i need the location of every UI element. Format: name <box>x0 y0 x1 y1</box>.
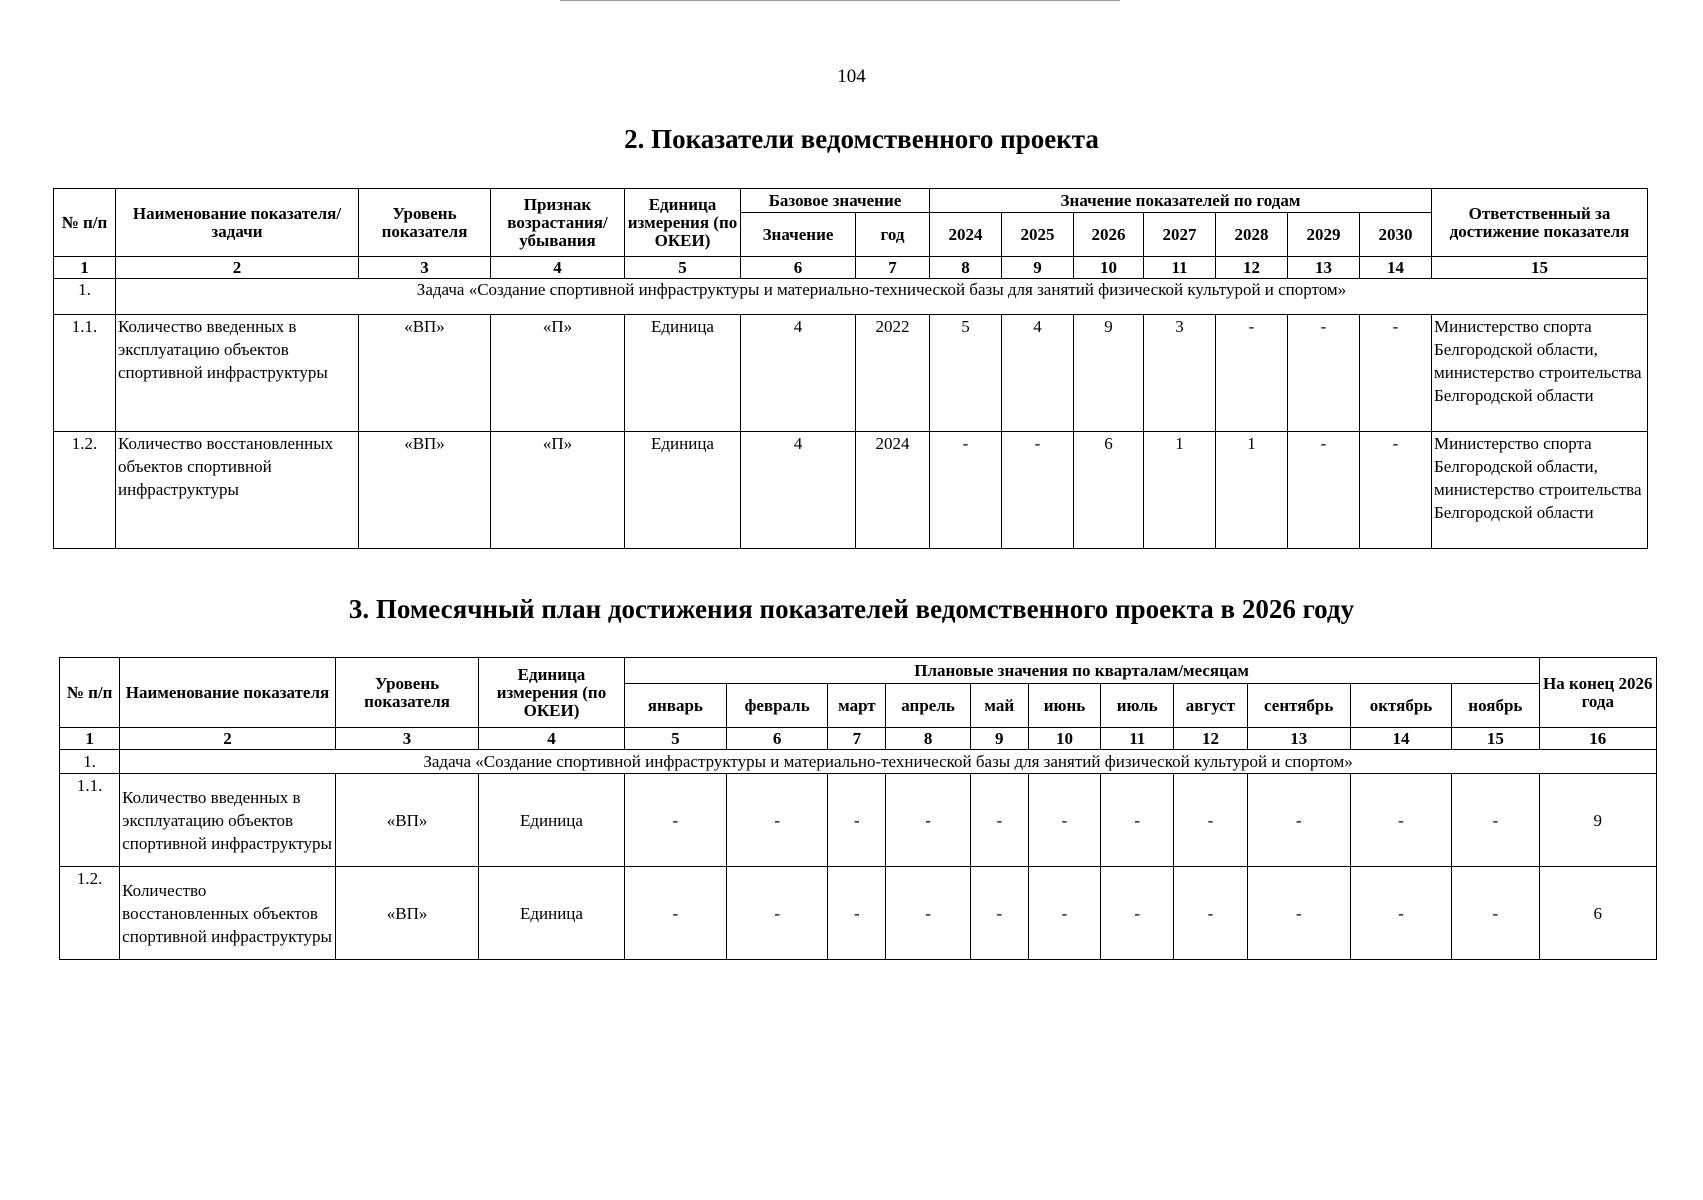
row-month-value: - <box>970 774 1028 867</box>
table-row <box>60 867 1657 960</box>
column-number: 5 <box>625 257 741 279</box>
row-month-value: - <box>1350 867 1451 960</box>
header-responsible: Ответственный за достижение показателя <box>1432 189 1648 257</box>
row-unit: Единица <box>625 432 741 549</box>
row-month-value: - <box>1452 774 1539 867</box>
row-year-value: 9 <box>1074 315 1144 432</box>
task-num: 1. <box>60 750 120 774</box>
row-year-value: 4 <box>1002 315 1074 432</box>
header-month: май <box>970 684 1028 728</box>
header-month: ноябрь <box>1452 684 1539 728</box>
row-num: 1.1. <box>54 315 116 432</box>
header-unit: Единица измерения (по ОКЕИ) <box>479 658 624 728</box>
column-number: 13 <box>1288 257 1360 279</box>
column-number: 15 <box>1452 728 1539 750</box>
row-base-value: 4 <box>741 432 856 549</box>
section-3-title: 3. Помесячный план достижения показателей ведомственного проекта в 2026 году <box>348 594 1355 624</box>
header-year: 2029 <box>1288 213 1360 257</box>
row-month-value: - <box>1101 774 1174 867</box>
column-number: 4 <box>479 728 624 750</box>
task-text: Задача «Создание спортивной инфраструктуры и материально-технической базы для занятий физической культурой и спортом» <box>120 750 1657 774</box>
header-by-years: Значение показателей по годам <box>930 189 1432 213</box>
row-base-value: 4 <box>741 315 856 432</box>
row-year-value: 3 <box>1144 315 1216 432</box>
row-month-value: - <box>1452 867 1539 960</box>
row-month-value: - <box>886 774 970 867</box>
row-unit: Единица <box>479 867 624 960</box>
row-year-value: - <box>1360 432 1432 549</box>
header-month: март <box>828 684 886 728</box>
header-month: июнь <box>1028 684 1100 728</box>
column-number: 14 <box>1350 728 1451 750</box>
row-year-value: - <box>1288 432 1360 549</box>
column-numbers-row <box>60 728 1657 750</box>
row-year-value: - <box>1360 315 1432 432</box>
row-month-value: - <box>1350 774 1451 867</box>
task-text: Задача «Создание спортивной инфраструктуры и материально-технической базы для занятий физической культурой и спортом» <box>116 279 1648 315</box>
row-month-value: - <box>1174 867 1247 960</box>
table-row <box>54 432 1648 549</box>
column-number: 2 <box>116 257 359 279</box>
header-num: № п/п <box>54 189 116 257</box>
task-num: 1. <box>54 279 116 315</box>
column-number: 6 <box>727 728 828 750</box>
header-level: Уровень показателя <box>335 658 478 728</box>
row-month-value: - <box>828 867 886 960</box>
column-number: 5 <box>624 728 726 750</box>
column-number: 8 <box>930 257 1002 279</box>
column-numbers-row <box>54 257 1648 279</box>
column-number: 14 <box>1360 257 1432 279</box>
header-month: январь <box>624 684 726 728</box>
row-month-value: - <box>828 774 886 867</box>
column-number: 7 <box>856 257 930 279</box>
header-base-year: год <box>856 213 930 257</box>
row-name: Количество восстановленных объектов спортивной инфраструктуры <box>116 432 359 549</box>
header-name: Наименование показателя/задачи <box>116 189 359 257</box>
row-month-value: - <box>1247 774 1350 867</box>
header-month: апрель <box>886 684 970 728</box>
header-year: 2030 <box>1360 213 1432 257</box>
row-year-value: 6 <box>1074 432 1144 549</box>
row-unit: Единица <box>625 315 741 432</box>
column-number: 15 <box>1432 257 1648 279</box>
row-responsible: Министерство спорта Белгородской области, министерство строительства Белгородской области <box>1432 432 1648 549</box>
row-level: «ВП» <box>359 432 491 549</box>
row-end-value: 6 <box>1539 867 1656 960</box>
row-num: 1.2. <box>60 867 120 960</box>
column-number: 9 <box>1002 257 1074 279</box>
header-sign: Признак возрастания/ убывания <box>491 189 625 257</box>
page-number: 104 <box>837 66 866 87</box>
header-name: Наименование показателя <box>120 658 336 728</box>
row-level: «ВП» <box>335 867 478 960</box>
row-sign: «П» <box>491 432 625 549</box>
header-month: сентябрь <box>1247 684 1350 728</box>
column-number: 10 <box>1074 257 1144 279</box>
row-num: 1.2. <box>54 432 116 549</box>
row-level: «ВП» <box>359 315 491 432</box>
row-year-value: - <box>1288 315 1360 432</box>
column-number: 8 <box>886 728 970 750</box>
column-number: 1 <box>54 257 116 279</box>
header-year: 2024 <box>930 213 1002 257</box>
row-name: Количество введенных в эксплуатацию объектов спортивной инфраструктуры <box>116 315 359 432</box>
row-level: «ВП» <box>335 774 478 867</box>
row-num: 1.1. <box>60 774 120 867</box>
monthly-plan-table <box>59 657 1657 960</box>
row-month-value: - <box>1174 774 1247 867</box>
table-row <box>54 315 1648 432</box>
task-row <box>54 279 1648 315</box>
row-month-value: - <box>970 867 1028 960</box>
section-2-title: 2. Показатели ведомственного проекта <box>624 124 1099 154</box>
header-end: На конец 2026 года <box>1539 658 1656 728</box>
row-year-value: 1 <box>1216 432 1288 549</box>
header-month: август <box>1174 684 1247 728</box>
row-year-value: 5 <box>930 315 1002 432</box>
header-month: февраль <box>727 684 828 728</box>
row-year-value: - <box>1216 315 1288 432</box>
row-month-value: - <box>727 867 828 960</box>
column-number: 12 <box>1174 728 1247 750</box>
header-level: Уровень показателя <box>359 189 491 257</box>
column-number: 12 <box>1216 257 1288 279</box>
row-year-value: - <box>1002 432 1074 549</box>
table-row <box>60 774 1657 867</box>
header-plan: Плановые значения по кварталам/месяцам <box>624 658 1539 684</box>
column-number: 3 <box>359 257 491 279</box>
row-base-year: 2024 <box>856 432 930 549</box>
column-number: 3 <box>335 728 478 750</box>
row-year-value: 1 <box>1144 432 1216 549</box>
header-year: 2025 <box>1002 213 1074 257</box>
column-number: 10 <box>1028 728 1100 750</box>
row-month-value: - <box>1028 774 1100 867</box>
row-month-value: - <box>727 774 828 867</box>
indicators-table <box>53 188 1648 549</box>
row-year-value: - <box>930 432 1002 549</box>
header-month: июль <box>1101 684 1174 728</box>
scan-edge-line <box>560 0 1120 3</box>
row-month-value: - <box>624 867 726 960</box>
column-number: 16 <box>1539 728 1656 750</box>
row-month-value: - <box>1028 867 1100 960</box>
row-name: Количество введенных в эксплуатацию объектов спортивной инфраструктуры <box>120 774 336 867</box>
header-year: 2026 <box>1074 213 1144 257</box>
header-year: 2027 <box>1144 213 1216 257</box>
row-responsible: Министерство спорта Белгородской области, министерство строительства Белгородской области <box>1432 315 1648 432</box>
row-sign: «П» <box>491 315 625 432</box>
column-number: 13 <box>1247 728 1350 750</box>
row-unit: Единица <box>479 774 624 867</box>
column-number: 6 <box>741 257 856 279</box>
row-month-value: - <box>1101 867 1174 960</box>
column-number: 9 <box>970 728 1028 750</box>
row-month-value: - <box>1247 867 1350 960</box>
row-name: Количество восстановленных объектов спортивной инфраструктуры <box>120 867 336 960</box>
header-num: № п/п <box>60 658 120 728</box>
header-year: 2028 <box>1216 213 1288 257</box>
header-base-value: Значение <box>741 213 856 257</box>
header-unit: Единица измерения (по ОКЕИ) <box>625 189 741 257</box>
column-number: 2 <box>120 728 336 750</box>
row-base-year: 2022 <box>856 315 930 432</box>
column-number: 7 <box>828 728 886 750</box>
header-base: Базовое значение <box>741 189 930 213</box>
column-number: 11 <box>1101 728 1174 750</box>
row-month-value: - <box>624 774 726 867</box>
column-number: 1 <box>60 728 120 750</box>
task-row <box>60 750 1657 774</box>
row-end-value: 9 <box>1539 774 1656 867</box>
column-number: 4 <box>491 257 625 279</box>
column-number: 11 <box>1144 257 1216 279</box>
row-month-value: - <box>886 867 970 960</box>
header-month: октябрь <box>1350 684 1451 728</box>
